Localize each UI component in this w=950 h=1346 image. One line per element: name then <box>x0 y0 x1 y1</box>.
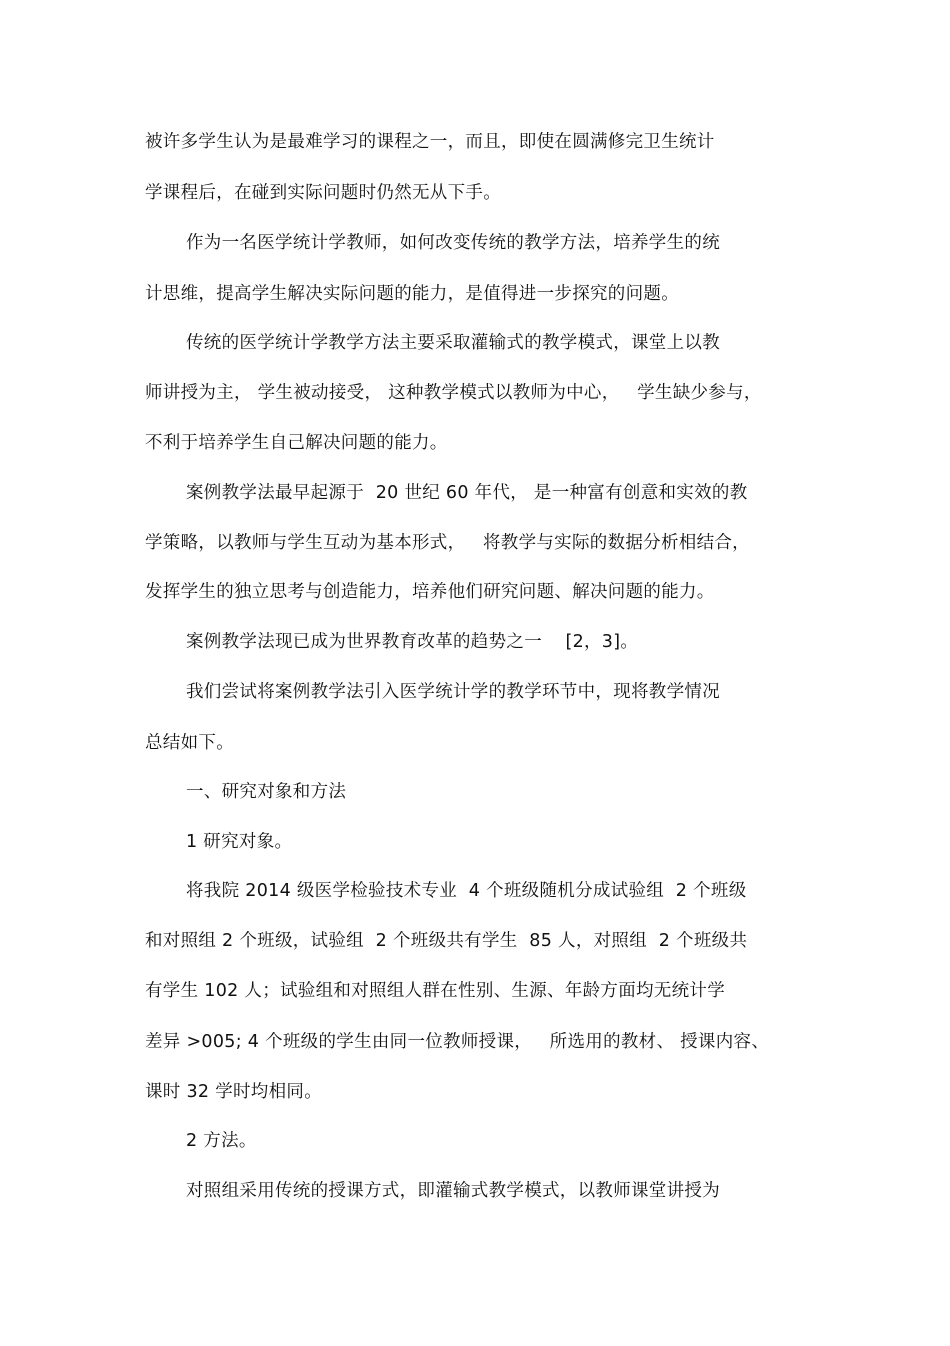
text-line: 不利于培养学生自己解决问题的能力。 <box>145 433 448 453</box>
text-line: 将我院 2014 级医学检验技术专业 4 个班级随机分成试验组 2 个班级 <box>186 881 747 901</box>
text-line: 传统的医学统计学教学方法主要采取灌输式的教学模式，课堂上以教 <box>186 333 720 353</box>
text-line: 师讲授为主， 学生被动接受， 这种教学模式以教师为中心， 学生缺少参与， <box>145 383 762 403</box>
text-line: 和对照组 2 个班级，试验组 2 个班级共有学生 85 人，对照组 2 个班级共 <box>145 931 748 951</box>
text-line: 有学生 102 人；试验组和对照组人群在性别、生源、年龄方面均无统计学 <box>145 981 726 1001</box>
text-line: 案例教学法最早起源于 20 世纪 60 年代， 是一种富有创意和实效的教 <box>186 483 748 503</box>
text-line: 发挥学生的独立思考与创造能力，培养他们研究问题、解决问题的能力。 <box>145 582 715 602</box>
text-line: 对照组采用传统的授课方式，即灌输式教学模式，以教师课堂讲授为 <box>186 1181 720 1201</box>
subsection-heading: 1 研究对象。 <box>186 832 293 852</box>
subsection-heading: 2 方法。 <box>186 1131 257 1151</box>
text-line: 差异 >005; 4 个班级的学生由同一位教师授课， 所选用的教材、 授课内容、 <box>145 1032 770 1052</box>
text-line: 作为一名医学统计学教师，如何改变传统的教学方法，培养学生的统 <box>186 233 720 253</box>
text-line: 总结如下。 <box>145 733 234 753</box>
text-line: 我们尝试将案例教学法引入医学统计学的教学环节中，现将教学情况 <box>186 682 720 702</box>
text-line: 计思维，提高学生解决实际问题的能力，是值得进一步探究的问题。 <box>145 284 679 304</box>
text-line: 案例教学法现已成为世界教育改革的趋势之一 [2，3]。 <box>186 632 639 652</box>
text-line: 学策略，以教师与学生互动为基本形式， 将教学与实际的数据分析相结合， <box>145 533 750 553</box>
text-line: 课时 32 学时均相同。 <box>145 1082 322 1102</box>
section-heading: 一、研究对象和方法 <box>186 782 347 802</box>
text-line: 被许多学生认为是最难学习的课程之一，而且，即使在圆满修完卫生统计 <box>145 132 715 152</box>
text-line: 学课程后，在碰到实际问题时仍然无从下手。 <box>145 183 501 203</box>
